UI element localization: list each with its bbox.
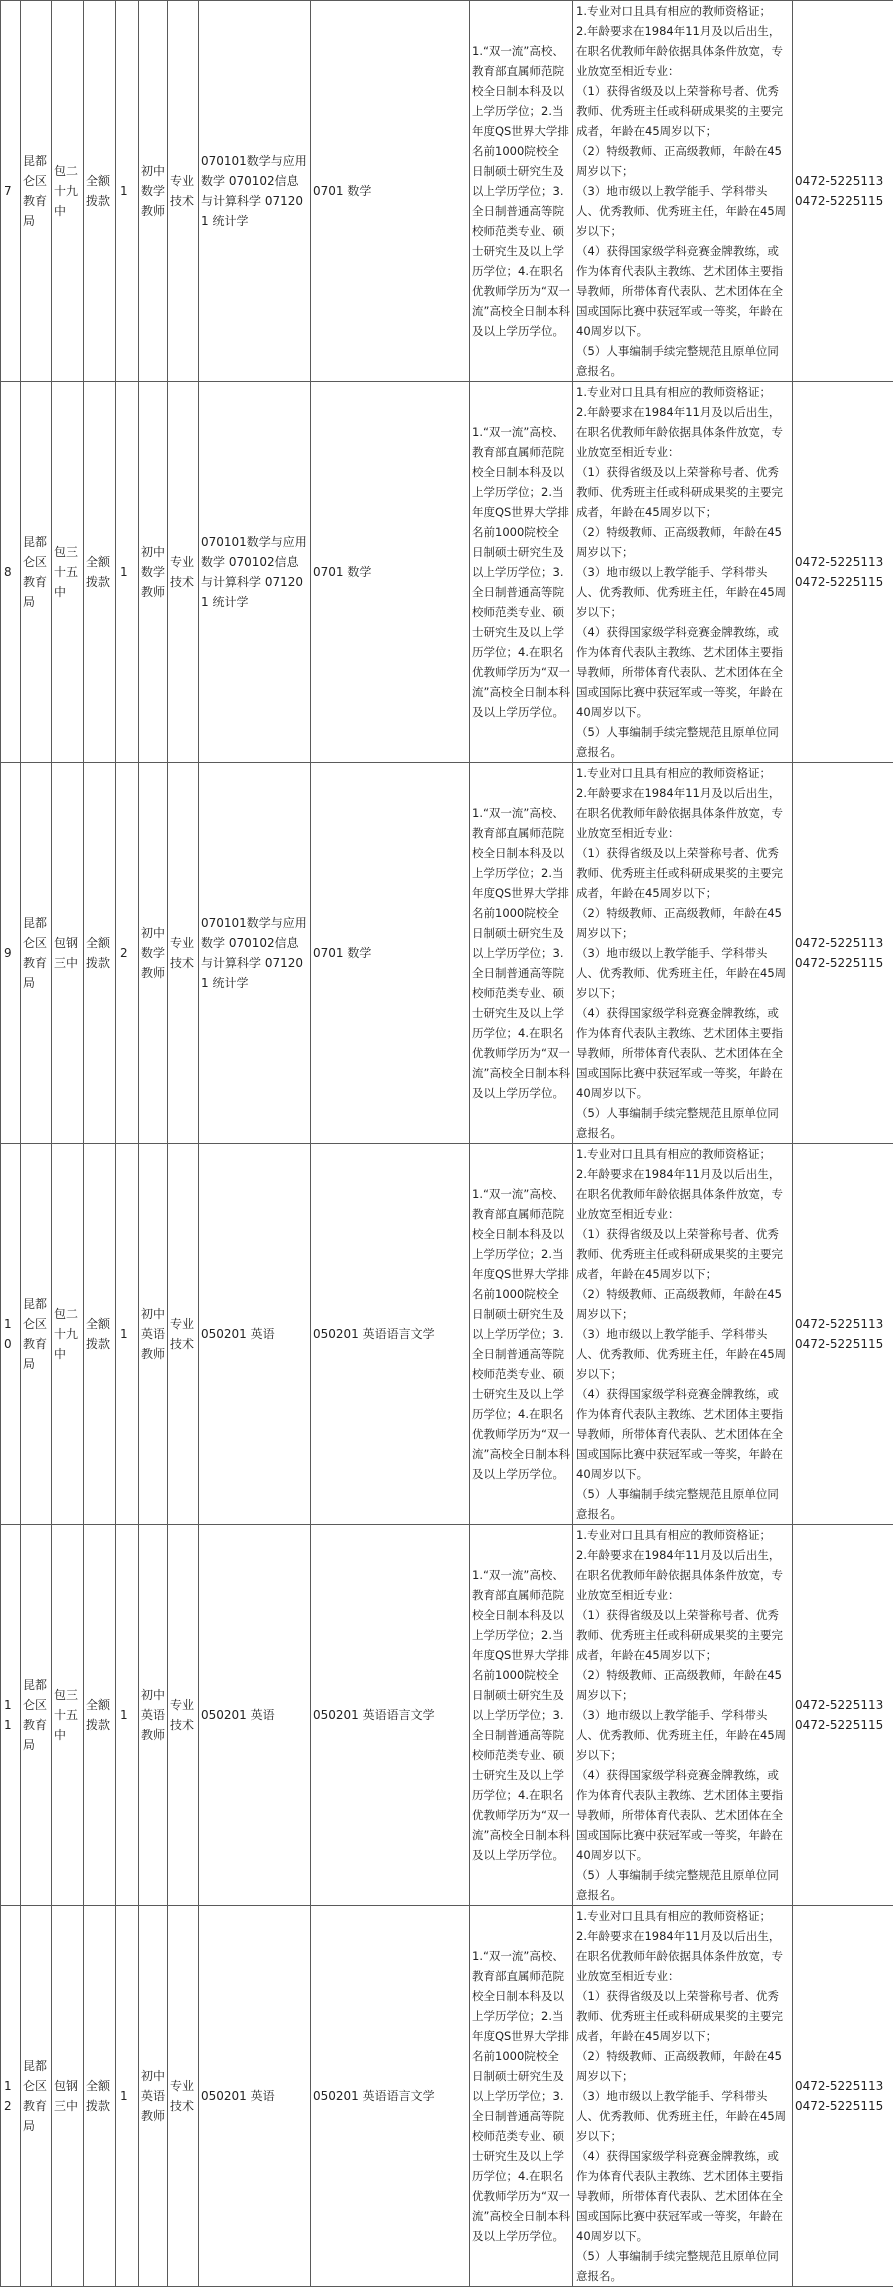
position-name: 初中英语教师 — [139, 1525, 168, 1906]
hire-count: 1 — [116, 1906, 139, 2287]
condition-item: （2）特级教师、正高级教师，年龄在45周岁以下； — [576, 1284, 789, 1324]
position-name: 初中数学教师 — [139, 382, 168, 763]
undergrad-major: 050201 英语 — [199, 1525, 311, 1906]
education-requirement: 1.“双一流”高校、教育部直属师范院校全日制本科及以上学历学位；2.当年度QS世界大学排名前1000院校全日制硕士研究生及以上学历学位；3.全日制普通高等院校师范类专业、硕士研究生及以上学历学位；4.在职名优教师学历为“双一流”高校全日制本科及以上学历学位。 — [470, 1, 573, 382]
funding-type: 全额拨款 — [84, 1525, 116, 1906]
condition-item: （4）获得国家级学科竞赛金牌教练，或作为体育代表队主教练、艺术团体主要指导教师，所带体育代表队、艺术团体在全国或国际比赛中获冠军或一等奖，年龄在40周岁以下。 — [576, 241, 789, 341]
position-category: 专业技术 — [168, 1906, 199, 2287]
hire-count: 1 — [116, 1144, 139, 1525]
position-name: 初中英语教师 — [139, 1906, 168, 2287]
table-body — [1, 1, 893, 2287]
table-row — [1, 1144, 893, 1525]
condition-item: （3）地市级以上教学能手、学科带头人、优秀教师、优秀班主任，年龄在45周岁以下； — [576, 1705, 789, 1765]
condition-item: （2）特级教师、正高级教师，年龄在45周岁以下； — [576, 903, 789, 943]
contact-phone: 0472-5225113 0472-5225115 — [793, 1144, 893, 1525]
other-conditions — [573, 1, 793, 382]
contact-phone: 0472-5225113 0472-5225115 — [793, 1906, 893, 2287]
other-conditions — [573, 382, 793, 763]
condition-item: （4）获得国家级学科竞赛金牌教练，或作为体育代表队主教练、艺术团体主要指导教师，所带体育代表队、艺术团体在全国或国际比赛中获冠军或一等奖，年龄在40周岁以下。 — [576, 622, 789, 722]
table-row — [1, 382, 893, 763]
grad-major: 0701 数学 — [311, 1, 470, 382]
hiring-unit: 昆都仑区教育局 — [21, 1906, 52, 2287]
funding-type: 全额拨款 — [84, 382, 116, 763]
condition-item: （4）获得国家级学科竞赛金牌教练，或作为体育代表队主教练、艺术团体主要指导教师，所带体育代表队、艺术团体在全国或国际比赛中获冠军或一等奖，年龄在40周岁以下。 — [576, 1003, 789, 1103]
condition-item: 1.专业对口且具有相应的教师资格证； — [576, 1, 789, 21]
contact-phone: 0472-5225113 0472-5225115 — [793, 1525, 893, 1906]
condition-item: （3）地市级以上教学能手、学科带头人、优秀教师、优秀班主任，年龄在45周岁以下； — [576, 181, 789, 241]
row-number: 12 — [1, 1906, 21, 2287]
grad-major: 050201 英语语言文学 — [311, 1144, 470, 1525]
condition-item: 1.专业对口且具有相应的教师资格证； — [576, 1144, 789, 1164]
condition-item: （2）特级教师、正高级教师，年龄在45周岁以下； — [576, 141, 789, 181]
condition-item: （3）地市级以上教学能手、学科带头人、优秀教师、优秀班主任，年龄在45周岁以下； — [576, 943, 789, 1003]
hiring-unit: 昆都仑区教育局 — [21, 382, 52, 763]
contact-phone: 0472-5225113 0472-5225115 — [793, 382, 893, 763]
funding-type: 全额拨款 — [84, 1906, 116, 2287]
row-number: 7 — [1, 1, 21, 382]
table-row — [1, 763, 893, 1144]
funding-type: 全额拨款 — [84, 1, 116, 382]
hiring-unit: 昆都仑区教育局 — [21, 1, 52, 382]
funding-type: 全额拨款 — [84, 1144, 116, 1525]
row-number: 11 — [1, 1525, 21, 1906]
condition-item: （3）地市级以上教学能手、学科带头人、优秀教师、优秀班主任，年龄在45周岁以下； — [576, 562, 789, 622]
condition-item: 2.年龄要求在1984年11月及以后出生，在职名优教师年龄依据具体条件放宽，专业放宽至相近专业： — [576, 783, 789, 843]
grad-major: 0701 数学 — [311, 382, 470, 763]
condition-item: （1）获得省级及以上荣誉称号者、优秀教师、优秀班主任或科研成果奖的主要完成者，年龄在45周岁以下； — [576, 1986, 789, 2046]
hire-count: 1 — [116, 382, 139, 763]
undergrad-major: 050201 英语 — [199, 1906, 311, 2287]
education-requirement: 1.“双一流”高校、教育部直属师范院校全日制本科及以上学历学位；2.当年度QS世界大学排名前1000院校全日制硕士研究生及以上学历学位；3.全日制普通高等院校师范类专业、硕士研究生及以上学历学位；4.在职名优教师学历为“双一流”高校全日制本科及以上学历学位。 — [470, 1906, 573, 2287]
condition-item: （3）地市级以上教学能手、学科带头人、优秀教师、优秀班主任，年龄在45周岁以下； — [576, 2086, 789, 2146]
undergrad-major: 070101数学与应用数学 070102信息与计算科学 071201 统计学 — [199, 382, 311, 763]
condition-item: 1.专业对口且具有相应的教师资格证； — [576, 763, 789, 783]
school-name: 包钢三中 — [52, 763, 84, 1144]
contact-phone: 0472-5225113 0472-5225115 — [793, 763, 893, 1144]
condition-item: （4）获得国家级学科竞赛金牌教练，或作为体育代表队主教练、艺术团体主要指导教师，所带体育代表队、艺术团体在全国或国际比赛中获冠军或一等奖，年龄在40周岁以下。 — [576, 1765, 789, 1865]
condition-item: （5）人事编制手续完整规范且原单位同意报名。 — [576, 722, 789, 762]
hiring-unit: 昆都仑区教育局 — [21, 1144, 52, 1525]
school-name: 包二十九中 — [52, 1144, 84, 1525]
position-category: 专业技术 — [168, 1525, 199, 1906]
condition-item: （2）特级教师、正高级教师，年龄在45周岁以下； — [576, 1665, 789, 1705]
position-category: 专业技术 — [168, 1144, 199, 1525]
undergrad-major: 070101数学与应用数学 070102信息与计算科学 071201 统计学 — [199, 763, 311, 1144]
education-requirement: 1.“双一流”高校、教育部直属师范院校全日制本科及以上学历学位；2.当年度QS世界大学排名前1000院校全日制硕士研究生及以上学历学位；3.全日制普通高等院校师范类专业、硕士研究生及以上学历学位；4.在职名优教师学历为“双一流”高校全日制本科及以上学历学位。 — [470, 1144, 573, 1525]
school-name: 包三十五中 — [52, 1525, 84, 1906]
education-requirement: 1.“双一流”高校、教育部直属师范院校全日制本科及以上学历学位；2.当年度QS世界大学排名前1000院校全日制硕士研究生及以上学历学位；3.全日制普通高等院校师范类专业、硕士研究生及以上学历学位；4.在职名优教师学历为“双一流”高校全日制本科及以上学历学位。 — [470, 1525, 573, 1906]
condition-item: 2.年龄要求在1984年11月及以后出生，在职名优教师年龄依据具体条件放宽，专业放宽至相近专业： — [576, 1926, 789, 1986]
condition-item: 2.年龄要求在1984年11月及以后出生，在职名优教师年龄依据具体条件放宽，专业放宽至相近专业： — [576, 402, 789, 462]
condition-item: （5）人事编制手续完整规范且原单位同意报名。 — [576, 2246, 789, 2286]
condition-item: （1）获得省级及以上荣誉称号者、优秀教师、优秀班主任或科研成果奖的主要完成者，年龄在45周岁以下； — [576, 1605, 789, 1665]
condition-item: （2）特级教师、正高级教师，年龄在45周岁以下； — [576, 2046, 789, 2086]
condition-item: （1）获得省级及以上荣誉称号者、优秀教师、优秀班主任或科研成果奖的主要完成者，年龄在45周岁以下； — [576, 462, 789, 522]
condition-item: （1）获得省级及以上荣誉称号者、优秀教师、优秀班主任或科研成果奖的主要完成者，年龄在45周岁以下； — [576, 1224, 789, 1284]
condition-item: 2.年龄要求在1984年11月及以后出生，在职名优教师年龄依据具体条件放宽，专业放宽至相近专业： — [576, 1164, 789, 1224]
other-conditions — [573, 1144, 793, 1525]
position-name: 初中数学教师 — [139, 1, 168, 382]
other-conditions — [573, 1525, 793, 1906]
grad-major: 050201 英语语言文学 — [311, 1525, 470, 1906]
position-category: 专业技术 — [168, 763, 199, 1144]
other-conditions — [573, 763, 793, 1144]
condition-item: （1）获得省级及以上荣誉称号者、优秀教师、优秀班主任或科研成果奖的主要完成者，年龄在45周岁以下； — [576, 81, 789, 141]
condition-item: 1.专业对口且具有相应的教师资格证； — [576, 1525, 789, 1545]
position-category: 专业技术 — [168, 1, 199, 382]
grad-major: 050201 英语语言文学 — [311, 1906, 470, 2287]
condition-item: （1）获得省级及以上荣誉称号者、优秀教师、优秀班主任或科研成果奖的主要完成者，年龄在45周岁以下； — [576, 843, 789, 903]
condition-item: （4）获得国家级学科竞赛金牌教练，或作为体育代表队主教练、艺术团体主要指导教师，所带体育代表队、艺术团体在全国或国际比赛中获冠军或一等奖，年龄在40周岁以下。 — [576, 1384, 789, 1484]
position-name: 初中数学教师 — [139, 763, 168, 1144]
table-row — [1, 1, 893, 382]
condition-item: 1.专业对口且具有相应的教师资格证； — [576, 1906, 789, 1926]
row-number: 10 — [1, 1144, 21, 1525]
funding-type: 全额拨款 — [84, 763, 116, 1144]
condition-item: （5）人事编制手续完整规范且原单位同意报名。 — [576, 1865, 789, 1905]
condition-item: （3）地市级以上教学能手、学科带头人、优秀教师、优秀班主任，年龄在45周岁以下； — [576, 1324, 789, 1384]
condition-item: 2.年龄要求在1984年11月及以后出生，在职名优教师年龄依据具体条件放宽，专业放宽至相近专业： — [576, 21, 789, 81]
condition-item: （5）人事编制手续完整规范且原单位同意报名。 — [576, 1103, 789, 1143]
condition-item: （5）人事编制手续完整规范且原单位同意报名。 — [576, 341, 789, 381]
condition-item: （2）特级教师、正高级教师，年龄在45周岁以下； — [576, 522, 789, 562]
row-number: 9 — [1, 763, 21, 1144]
education-requirement: 1.“双一流”高校、教育部直属师范院校全日制本科及以上学历学位；2.当年度QS世界大学排名前1000院校全日制硕士研究生及以上学历学位；3.全日制普通高等院校师范类专业、硕士研究生及以上学历学位；4.在职名优教师学历为“双一流”高校全日制本科及以上学历学位。 — [470, 763, 573, 1144]
hiring-unit: 昆都仑区教育局 — [21, 1525, 52, 1906]
undergrad-major: 050201 英语 — [199, 1144, 311, 1525]
row-number: 8 — [1, 382, 21, 763]
school-name: 包三十五中 — [52, 382, 84, 763]
hiring-unit: 昆都仑区教育局 — [21, 763, 52, 1144]
school-name: 包钢三中 — [52, 1906, 84, 2287]
undergrad-major: 070101数学与应用数学 070102信息与计算科学 071201 统计学 — [199, 1, 311, 382]
hire-count: 1 — [116, 1, 139, 382]
table-row — [1, 1525, 893, 1906]
hire-count: 2 — [116, 763, 139, 1144]
table-row — [1, 1906, 893, 2287]
grad-major: 0701 数学 — [311, 763, 470, 1144]
school-name: 包二十九中 — [52, 1, 84, 382]
hire-count: 1 — [116, 1525, 139, 1906]
other-conditions — [573, 1906, 793, 2287]
education-requirement: 1.“双一流”高校、教育部直属师范院校全日制本科及以上学历学位；2.当年度QS世界大学排名前1000院校全日制硕士研究生及以上学历学位；3.全日制普通高等院校师范类专业、硕士研究生及以上学历学位；4.在职名优教师学历为“双一流”高校全日制本科及以上学历学位。 — [470, 382, 573, 763]
condition-item: 1.专业对口且具有相应的教师资格证； — [576, 382, 789, 402]
condition-item: （5）人事编制手续完整规范且原单位同意报名。 — [576, 1484, 789, 1524]
contact-phone: 0472-5225113 0472-5225115 — [793, 1, 893, 382]
condition-item: （4）获得国家级学科竞赛金牌教练，或作为体育代表队主教练、艺术团体主要指导教师，所带体育代表队、艺术团体在全国或国际比赛中获冠军或一等奖，年龄在40周岁以下。 — [576, 2146, 789, 2246]
position-category: 专业技术 — [168, 382, 199, 763]
position-name: 初中英语教师 — [139, 1144, 168, 1525]
condition-item: 2.年龄要求在1984年11月及以后出生，在职名优教师年龄依据具体条件放宽，专业放宽至相近专业： — [576, 1545, 789, 1605]
